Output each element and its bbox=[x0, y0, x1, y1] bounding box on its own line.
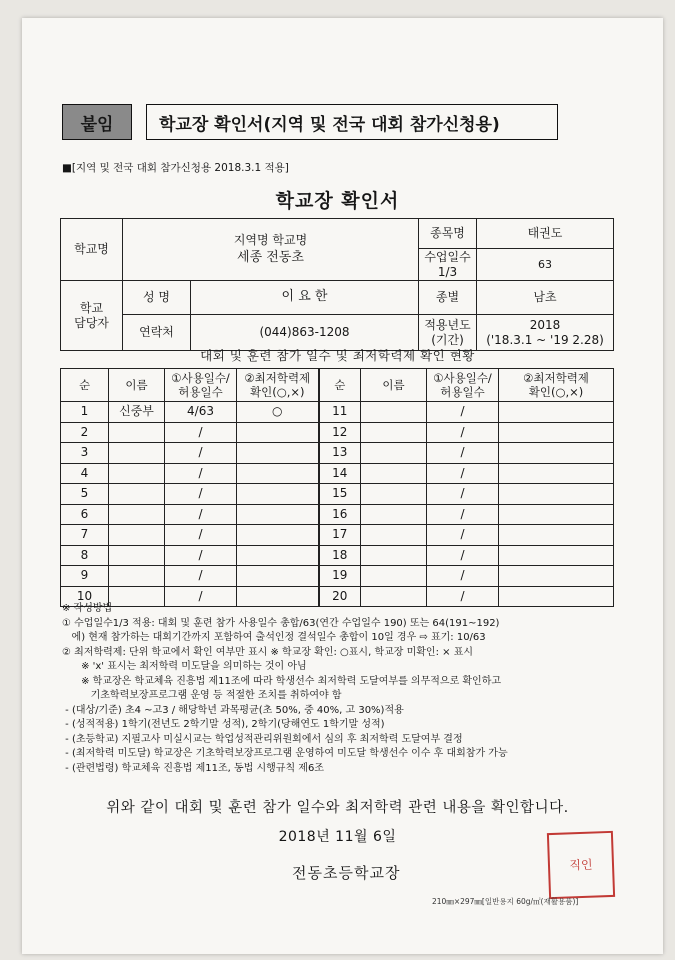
name-value: 이 요 한 bbox=[191, 281, 419, 315]
row-days: / bbox=[427, 484, 499, 505]
row-days: / bbox=[165, 504, 237, 525]
method-line: ② 최저학력제: 단위 학교에서 확인 여부만 표시 ※ 학교장 확인: ○표시, 학교장 미확인: × 표시 bbox=[62, 646, 474, 658]
method-line: - (대상/기준) 초4 ~고3 / 해당학년 과목평균(초 50%, 중 40%, 고 30%)적용 bbox=[62, 704, 404, 716]
row-name bbox=[361, 545, 427, 566]
row-no: 18 bbox=[319, 545, 361, 566]
row-name bbox=[361, 504, 427, 525]
row-days: / bbox=[165, 566, 237, 587]
row-no: 15 bbox=[319, 484, 361, 505]
category-value: 남초 bbox=[477, 281, 614, 315]
row-check bbox=[499, 566, 614, 587]
row-days: / bbox=[427, 566, 499, 587]
category-label: 종별 bbox=[419, 281, 477, 315]
manager-label-line1: 학교 bbox=[79, 300, 104, 315]
row-days: / bbox=[427, 586, 499, 607]
header-no: 순 bbox=[61, 369, 109, 402]
row-check bbox=[499, 422, 614, 443]
header-days-2-line2: 허용일수 bbox=[440, 385, 485, 399]
row-name bbox=[361, 484, 427, 505]
row-days: / bbox=[427, 402, 499, 423]
row-days: 4/63 bbox=[165, 402, 237, 423]
header-days-2-line1: ①사용일수/ bbox=[433, 370, 492, 385]
row-check bbox=[499, 504, 614, 525]
method-line: 기초학력보장프로그램 운영 등 적절한 조치를 취하여야 함 bbox=[62, 690, 342, 701]
attachment-tag: 붙임 bbox=[62, 104, 132, 140]
school-info-table bbox=[60, 218, 614, 351]
row-days: / bbox=[165, 463, 237, 484]
method-line: ※ 학교장은 학교체육 진흥법 제11조에 따라 학생선수 최저학력 도달여부를 의무적으로 확인하고 bbox=[62, 675, 502, 687]
header-academic-2-line2: 확인(○,×) bbox=[528, 385, 584, 399]
method-line: ※ 'x' 표시는 최저학력 미도달을 의미하는 것이 아님 bbox=[62, 661, 307, 672]
contact-value: (044)863-1208 bbox=[191, 315, 419, 351]
row-check bbox=[237, 566, 319, 587]
header-name: 이름 bbox=[109, 369, 165, 402]
year-label-line1: 적용년도 bbox=[424, 317, 471, 332]
row-name bbox=[109, 566, 165, 587]
row-days: / bbox=[427, 525, 499, 546]
school-principal: 전동초등학교장 bbox=[292, 864, 401, 882]
method-line: - (최저학력 미도달) 학교장은 기초학력보장프로그램 운영하여 미도달 학생선수 이수 후 대회참가 가능 bbox=[62, 748, 508, 759]
row-name bbox=[361, 566, 427, 587]
row-check bbox=[237, 484, 319, 505]
row-name: 신중부 bbox=[109, 402, 165, 423]
table-row bbox=[61, 525, 614, 546]
method-line: 에) 현재 참가하는 대회기간까지 포함하여 출석인정 결석일수 총합이 10일 경우 ⇨ 표기: 10/63 bbox=[62, 632, 486, 643]
row-no: 16 bbox=[319, 504, 361, 525]
row-name bbox=[109, 463, 165, 484]
row-name bbox=[109, 504, 165, 525]
row-no: 7 bbox=[61, 525, 109, 546]
row-name bbox=[361, 402, 427, 423]
header-days-line1: ①사용일수/ bbox=[171, 370, 230, 385]
row-name bbox=[109, 545, 165, 566]
row-name bbox=[109, 484, 165, 505]
method-lines bbox=[62, 617, 622, 777]
row-no: 9 bbox=[61, 566, 109, 587]
row-name bbox=[361, 443, 427, 464]
row-days: / bbox=[165, 484, 237, 505]
paper-spec-footer: 210㎜×297㎜[일반용지 60g/㎡(재활용품)] bbox=[432, 897, 579, 906]
row-no: 10 bbox=[61, 586, 109, 607]
row-name bbox=[361, 422, 427, 443]
row-no: 19 bbox=[319, 566, 361, 587]
row-check bbox=[499, 484, 614, 505]
row-no: 12 bbox=[319, 422, 361, 443]
row-days: / bbox=[427, 545, 499, 566]
school-label: 학교명 bbox=[61, 219, 123, 281]
year-value-line1: 2018 bbox=[529, 317, 561, 332]
school-name: 세종 전동초 bbox=[237, 249, 304, 265]
row-check bbox=[499, 402, 614, 423]
row-name bbox=[109, 525, 165, 546]
event-value: 태권도 bbox=[477, 219, 614, 249]
row-check bbox=[237, 422, 319, 443]
header-name-2: 이름 bbox=[361, 369, 427, 402]
confirmation-date: 2018년 11월 6일 bbox=[278, 829, 397, 845]
header-academic-line2: 확인(○,×) bbox=[249, 385, 305, 399]
row-days: / bbox=[427, 463, 499, 484]
row-no: 8 bbox=[61, 545, 109, 566]
writing-method bbox=[62, 602, 622, 776]
applicability-note: ■[지역 및 전국 대회 참가신청용 2018.3.1 적용] bbox=[62, 162, 289, 174]
header-title: 학교장 확인서(지역 및 전국 대회 참가신청용) bbox=[146, 104, 558, 140]
method-line: - (성적적용) 1학기(전년도 2학기말 성적), 2학기(당해연도 1학기말 성적) bbox=[62, 719, 385, 730]
row-no: 20 bbox=[319, 586, 361, 607]
manager-label bbox=[61, 281, 123, 351]
class-days-label-line2: 1/3 bbox=[437, 264, 458, 279]
row-check bbox=[237, 443, 319, 464]
method-heading: ※ 작성방법 bbox=[62, 603, 113, 614]
row-check bbox=[499, 545, 614, 566]
contact-label: 연락처 bbox=[123, 315, 191, 351]
row-check bbox=[237, 525, 319, 546]
row-check bbox=[499, 463, 614, 484]
section-title: 대회 및 훈련 참가 일수 및 최저학력제 확인 현황 bbox=[200, 348, 475, 363]
header-academic-line1: ②최저학력제 bbox=[244, 370, 311, 385]
row-days: / bbox=[165, 525, 237, 546]
method-line: - (관련법령) 학교체육 진흥법 제11조, 동법 시행규칙 제6조 bbox=[62, 762, 324, 774]
row-days: / bbox=[427, 504, 499, 525]
method-line: - (초등학교) 지필고사 미실시교는 학업성적관리위원회에서 심의 후 최저학력 도달여부 결정 bbox=[62, 733, 463, 745]
school-name-cell bbox=[123, 219, 419, 281]
table-row bbox=[61, 402, 614, 423]
header-academic-2-line1: ②최저학력제 bbox=[523, 370, 589, 385]
row-days: / bbox=[165, 586, 237, 607]
row-no: 17 bbox=[319, 525, 361, 546]
table-row bbox=[61, 443, 614, 464]
school-region-label: 지역명 학교명 bbox=[233, 232, 308, 247]
header-academic bbox=[237, 369, 319, 402]
row-check bbox=[237, 545, 319, 566]
table-row bbox=[61, 545, 614, 566]
header-academic-2 bbox=[499, 369, 614, 402]
row-no: 3 bbox=[61, 443, 109, 464]
participation-table bbox=[60, 368, 614, 607]
class-days-value: 63 bbox=[477, 249, 614, 281]
row-days: / bbox=[165, 545, 237, 566]
method-line: ① 수업일수1/3 적용: 대회 및 훈련 참가 사용일수 총합/63(연간 수업일수 190) 또는 64(191~192) bbox=[62, 617, 500, 629]
table-row bbox=[61, 566, 614, 587]
row-check bbox=[237, 504, 319, 525]
row-no: 13 bbox=[319, 443, 361, 464]
row-name bbox=[109, 443, 165, 464]
row-no: 1 bbox=[61, 402, 109, 423]
class-days-label-line1: 수업일수 bbox=[424, 249, 471, 264]
name-label: 성 명 bbox=[123, 281, 191, 315]
header-days-2 bbox=[427, 369, 499, 402]
class-days-label bbox=[419, 249, 477, 281]
document-title: 학교장 확인서 bbox=[275, 190, 400, 212]
row-days: / bbox=[427, 443, 499, 464]
row-days: / bbox=[165, 422, 237, 443]
event-label: 종목명 bbox=[419, 219, 477, 249]
official-seal bbox=[547, 831, 615, 899]
confirmation-text: 위와 같이 대회 및 훈련 참가 일수와 최저학력 관련 내용을 확인합니다. bbox=[106, 800, 569, 816]
row-name bbox=[361, 463, 427, 484]
manager-label-line2: 담당자 bbox=[74, 315, 109, 330]
row-no: 11 bbox=[319, 402, 361, 423]
table-row bbox=[61, 484, 614, 505]
row-no: 2 bbox=[61, 422, 109, 443]
year-label-line2: (기간) bbox=[431, 332, 464, 347]
header-no-2: 순 bbox=[319, 369, 361, 402]
year-value-line2: ('18.3.1 ~ '19 2.28) bbox=[486, 332, 604, 347]
row-name bbox=[109, 422, 165, 443]
table-row bbox=[61, 422, 614, 443]
seal-text: 직인 bbox=[569, 857, 593, 873]
row-name bbox=[361, 525, 427, 546]
row-no: 4 bbox=[61, 463, 109, 484]
row-check bbox=[499, 525, 614, 546]
table-row bbox=[61, 504, 614, 525]
row-check: ○ bbox=[237, 402, 319, 423]
row-check bbox=[499, 443, 614, 464]
row-no: 5 bbox=[61, 484, 109, 505]
header-days bbox=[165, 369, 237, 402]
row-days: / bbox=[427, 422, 499, 443]
header-days-line2: 허용일수 bbox=[178, 385, 223, 399]
row-check bbox=[237, 463, 319, 484]
row-days: / bbox=[165, 443, 237, 464]
row-no: 14 bbox=[319, 463, 361, 484]
row-no: 6 bbox=[61, 504, 109, 525]
table-row bbox=[61, 463, 614, 484]
